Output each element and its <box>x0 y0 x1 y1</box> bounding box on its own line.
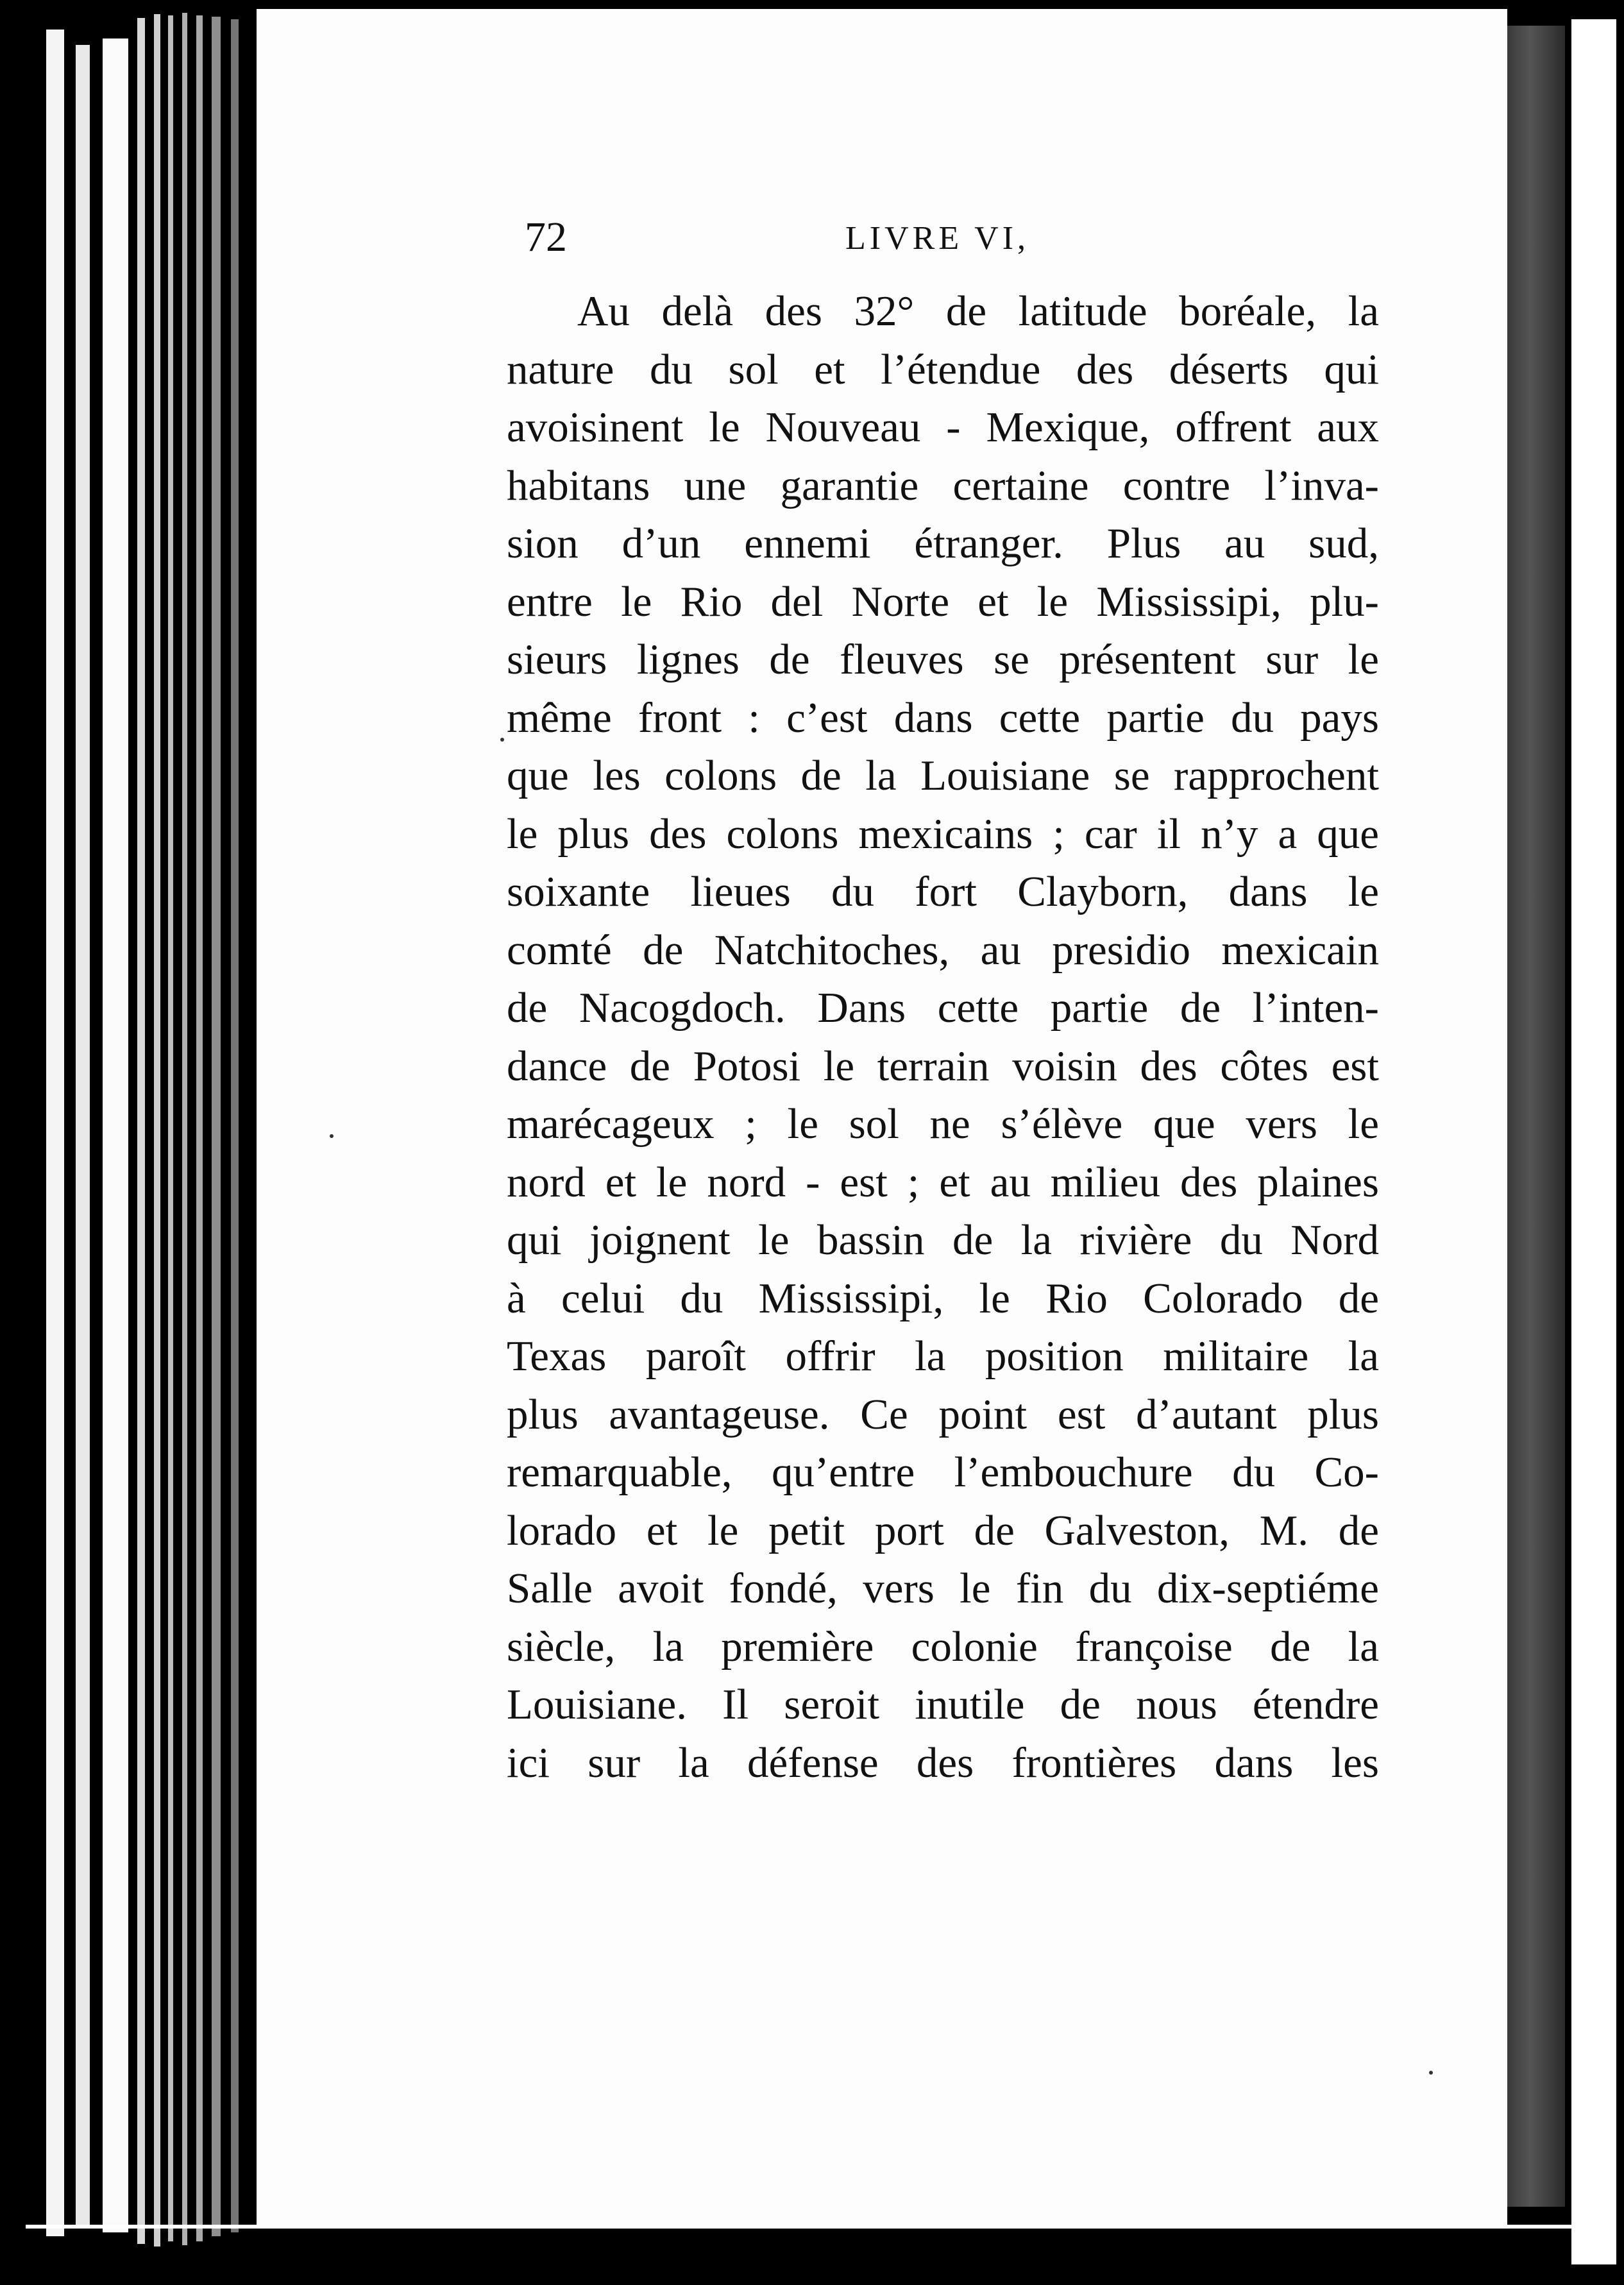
page-edge <box>76 45 90 2226</box>
body-text <box>507 282 1379 1792</box>
page-edge <box>196 15 203 2241</box>
text-line: habitans une garantie certaine contre l’inva- <box>507 461 1379 509</box>
page-number: 72 <box>525 214 567 260</box>
text-line: qui joignent le bassin de la rivière du Nord <box>507 1216 1379 1264</box>
text-line: lorado et le petit port de Galveston, M. de <box>507 1506 1379 1554</box>
text-line: de Nacogdoch. Dans cette partie de l’inten- <box>507 984 1379 1032</box>
ink-speck <box>1429 2071 1433 2075</box>
page-edge <box>168 15 173 2241</box>
text-line: Texas paroît offrir la position militaire la <box>507 1332 1379 1380</box>
text-line: même front : c’est dans cette partie du pays <box>507 693 1379 742</box>
text-line: que les colons de la Louisiane se rapprochent <box>507 752 1379 799</box>
text-line: plus avantageuse. Ce point est d’autant plus <box>507 1390 1379 1438</box>
page-edge <box>46 30 64 2236</box>
text-line: Au delà des 32° de latitude boréale, la <box>577 287 1379 335</box>
text-line: sion d’un ennemi étranger. Plus au sud, <box>507 520 1379 567</box>
text-line: Louisiane. Il seroit inutile de nous étendre <box>507 1681 1379 1728</box>
running-title: LIVRE VI, <box>845 220 1030 257</box>
text-line: ici sur la défense des frontières dans les <box>507 1738 1379 1787</box>
text-line: comté de Natchitoches, au presidio mexicain <box>507 926 1379 974</box>
page-shadow <box>1507 26 1565 2207</box>
text-line: à celui du Mississipi, le Rio Colorado de <box>507 1274 1379 1322</box>
right-margin-strip <box>1571 19 1616 2264</box>
ink-speck <box>330 1134 334 1138</box>
page-edge <box>182 13 187 2245</box>
page-edge <box>137 18 145 2244</box>
text-line: soixante lieues du fort Clayborn, dans le <box>507 868 1379 915</box>
text-line: avoisinent le Nouveau - Mexique, offrent aux <box>507 403 1379 451</box>
ink-speck <box>500 738 504 742</box>
text-line: nature du sol et l’étendue des déserts qui <box>507 345 1379 393</box>
page-edge <box>154 14 160 2247</box>
text-line: marécageux ; le sol ne s’élève que vers le <box>507 1100 1379 1148</box>
text-line: sieurs lignes de fleuves se présentent sur le <box>507 636 1379 683</box>
text-line: Salle avoit fondé, vers le fin du dix-septiéme <box>507 1565 1379 1612</box>
text-line: entre le Rio del Norte et le Mississipi, plu- <box>507 577 1379 625</box>
text-line: remarquable, qu’entre l’embouchure du Co- <box>507 1448 1379 1496</box>
page-edge <box>231 19 239 2232</box>
text-line: le plus des colons mexicains ; car il n’y a que <box>507 810 1379 858</box>
text-line: dance de Potosi le terrain voisin des côtes est <box>507 1042 1379 1090</box>
text-line: nord et le nord - est ; et au milieu des plaines <box>507 1158 1379 1206</box>
text-line: siècle, la première colonie françoise de la <box>507 1622 1379 1670</box>
running-head <box>525 212 1063 263</box>
page-edge <box>103 38 128 2232</box>
page-edge <box>212 17 221 2236</box>
